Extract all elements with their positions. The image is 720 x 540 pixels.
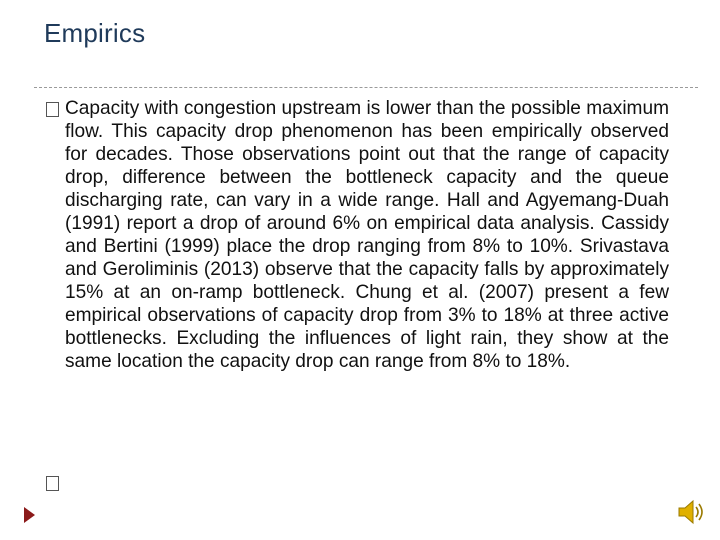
slide-title: Empirics — [44, 18, 146, 48]
speaker-icon[interactable] — [676, 498, 706, 526]
title-divider — [34, 87, 698, 88]
bullet-text: Capacity with congestion upstream is lower than the possible maximum flow. This capacity drop phenomenon has been empirically observed for decades. Those observations point out that the range of capacity drop, difference between the bottleneck capacity and the queue discharging rate, can vary in a wide range. Hall and Agyemang-Duah (1991) report a drop of around 6% on empirical data analysis. Cassidy and Bertini (1999) place the drop ranging from 8% to 10%. Srivastava and Geroliminis (2013) observe that the capacity falls by approximately 15% at an on-ramp bottleneck. Chung et al. (2007) present a few empirical observations of capacity drop from 3% to 18% at three active bottlenecks. Excluding the influences of light rain, they show at the same location the capacity drop can range from 8% to 18%. — [65, 98, 669, 372]
play-arrow-icon[interactable] — [24, 507, 35, 523]
bullet-box-icon — [46, 102, 59, 117]
bullet-box-icon — [46, 476, 59, 491]
